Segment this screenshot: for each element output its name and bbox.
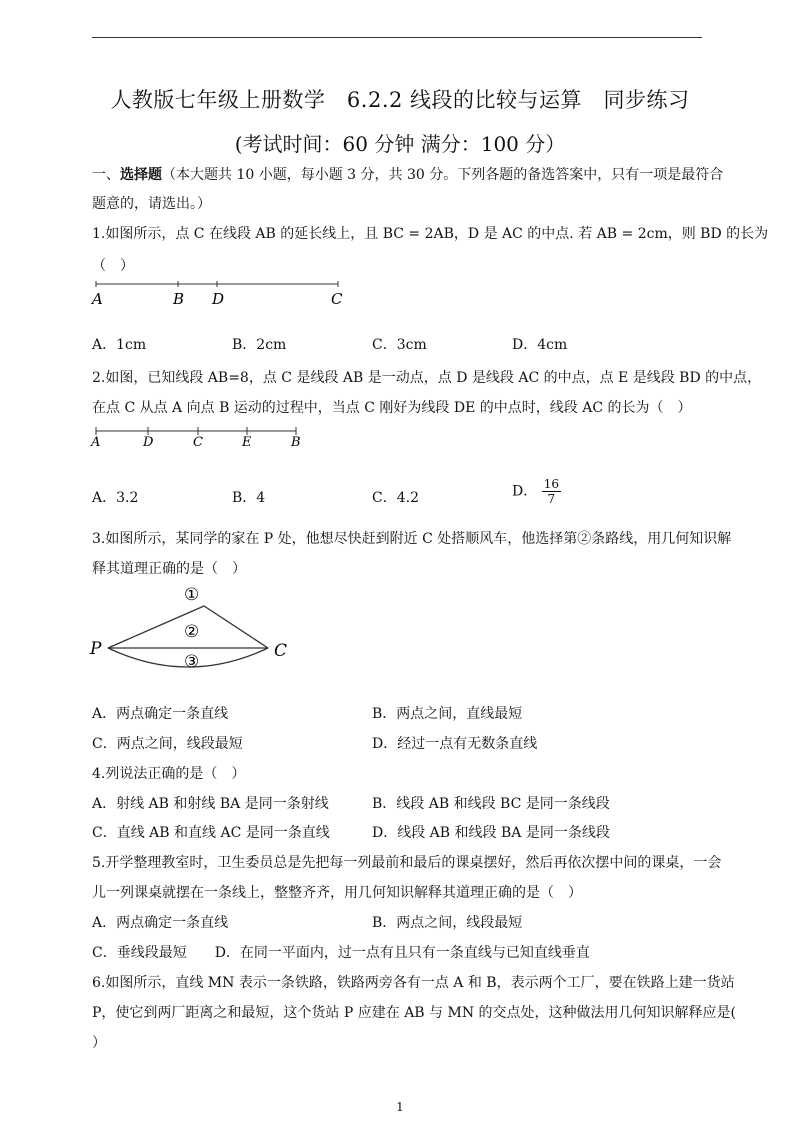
label-p: P: [90, 639, 102, 659]
label-b: B: [173, 290, 185, 308]
section-description-cont: 题意的，请选出。）: [92, 196, 211, 212]
section-heading: 一、选择题（本大题共 10 小题，每小题 3 分，共 30 分。下列各题的备选答案中，只有一项是最符合: [92, 167, 724, 183]
fraction-denominator: 7: [547, 492, 556, 506]
question-1-option-a[interactable]: A．1cm: [92, 337, 147, 353]
section-description: （本大题共 10 小题，每小题 3 分，共 30 分。下列各题的备选答案中，只有一项是最符合: [162, 167, 724, 183]
question-2-figure: [88, 424, 318, 454]
route-2-label: ②: [184, 622, 200, 642]
label-e: E: [242, 435, 252, 450]
label-a: A: [91, 435, 101, 450]
question-5-option-cd[interactable]: C．垂线段最短 D．在同一平面内，过一点有且只有一条直线与已知直线垂直: [92, 945, 590, 961]
label-c: C: [193, 435, 203, 450]
question-2-option-d[interactable]: D． $\frac{16}{7}$: [512, 477, 559, 506]
question-4-option-b[interactable]: B．线段 AB 和线段 BC 是同一条线段: [372, 796, 610, 812]
question-4-option-d[interactable]: D．线段 AB 和线段 BA 是同一条线段: [372, 825, 610, 841]
question-1-figure: [88, 276, 358, 310]
fraction-numerator: 16: [543, 477, 559, 491]
question-5-option-b[interactable]: B．两点之间，线段最短: [372, 915, 523, 931]
question-4-option-c[interactable]: C．直线 AB 和直线 AC 是同一条直线: [92, 825, 330, 841]
question-5-option-a[interactable]: A．两点确定一条直线: [92, 915, 229, 931]
question-5-text-line1: 5.开学整理教室时，卫生委员总是先把每一列最前和最后的课桌摆好，然后再依次摆中间的课桌，一会: [92, 855, 722, 871]
question-2-text-line1: 2.如图，已知线段 AB=8，点 C 是线段 AB 是一动点，点 D 是线段 AC 的中点，点 E 是线段 BD 的中点，: [92, 370, 762, 386]
label-d: D: [212, 290, 225, 308]
route-1-label: ①: [184, 585, 200, 605]
question-2-option-b[interactable]: B．4: [232, 490, 266, 506]
question-3-text-line2: 释其道理正确的是（ ）: [92, 561, 246, 577]
label-a: A: [92, 290, 103, 308]
question-3-option-c[interactable]: C．两点之间，线段最短: [92, 736, 243, 752]
route-3-label: ③: [184, 652, 200, 672]
label-c: C: [274, 641, 288, 661]
question-2-text-line2: 在点 C 从点 A 向点 B 运动的过程中，当点 C 刚好为线段 DE 的中点时，线段 AC 的长为（ ）: [92, 400, 692, 416]
question-3-option-d[interactable]: D．经过一点有无数条直线: [372, 736, 538, 752]
fraction: [542, 477, 561, 506]
question-5-text-line2: 儿一列课桌就摆在一条线上，整整齐齐，用几何知识解释其道理正确的是（ ）: [92, 885, 582, 901]
question-1-paren: （ ）: [92, 258, 134, 274]
question-1-text: 1.如图所示，点 C 在线段 AB 的延长线上，且 BC = 2AB，D 是 AC 的中点. 若 AB = 2cm，则 BD 的长为: [92, 226, 769, 242]
page-number: 1: [396, 1100, 404, 1114]
question-3-option-b[interactable]: B．两点之间，直线最短: [372, 706, 523, 722]
page-title: 人教版七年级上册数学 6.2.2 线段的比较与运算 同步练习: [110, 88, 690, 112]
question-4-option-a[interactable]: A．射线 AB 和射线 BA 是同一条射线: [92, 796, 329, 812]
question-3-text-line1: 3.如图所示，某同学的家在 P 处，他想尽快赶到附近 C 处搭顺风车，他选择第②条路线，用几何知识解: [92, 531, 732, 547]
question-6-text-line2: P，使它到两厂距离之和最短，这个货站 P 应建在 AB 与 MN 的交点处，这种做法用几何知识解释应是(: [92, 1005, 736, 1021]
label-b: B: [291, 435, 301, 450]
question-3-figure: [88, 582, 308, 682]
question-1-option-b[interactable]: B．2cm: [232, 337, 287, 353]
question-6-text-line3: ）: [92, 1035, 106, 1051]
page-subtitle: (考试时间：60 分钟 满分：100 分）: [234, 132, 566, 156]
header-rule: [92, 37, 702, 38]
question-6-text-line1: 6.如图所示，直线 MN 表示一条铁路，铁路两旁各有一点 A 和 B，表示两个工厂，要在铁路上建一货站: [92, 975, 735, 991]
question-3-option-a[interactable]: A．两点确定一条直线: [92, 706, 229, 722]
label-d: D: [143, 435, 154, 450]
question-4-text: 4.列说法正确的是（ ）: [92, 766, 246, 782]
section-title: 选择题: [120, 167, 162, 183]
question-2-option-a[interactable]: A．3.2: [92, 490, 139, 506]
question-2-option-c[interactable]: C．4.2: [372, 490, 419, 506]
question-1-option-d[interactable]: D．4cm: [512, 337, 568, 353]
label-c: C: [331, 290, 343, 308]
question-1-option-c[interactable]: C．3cm: [372, 337, 427, 353]
